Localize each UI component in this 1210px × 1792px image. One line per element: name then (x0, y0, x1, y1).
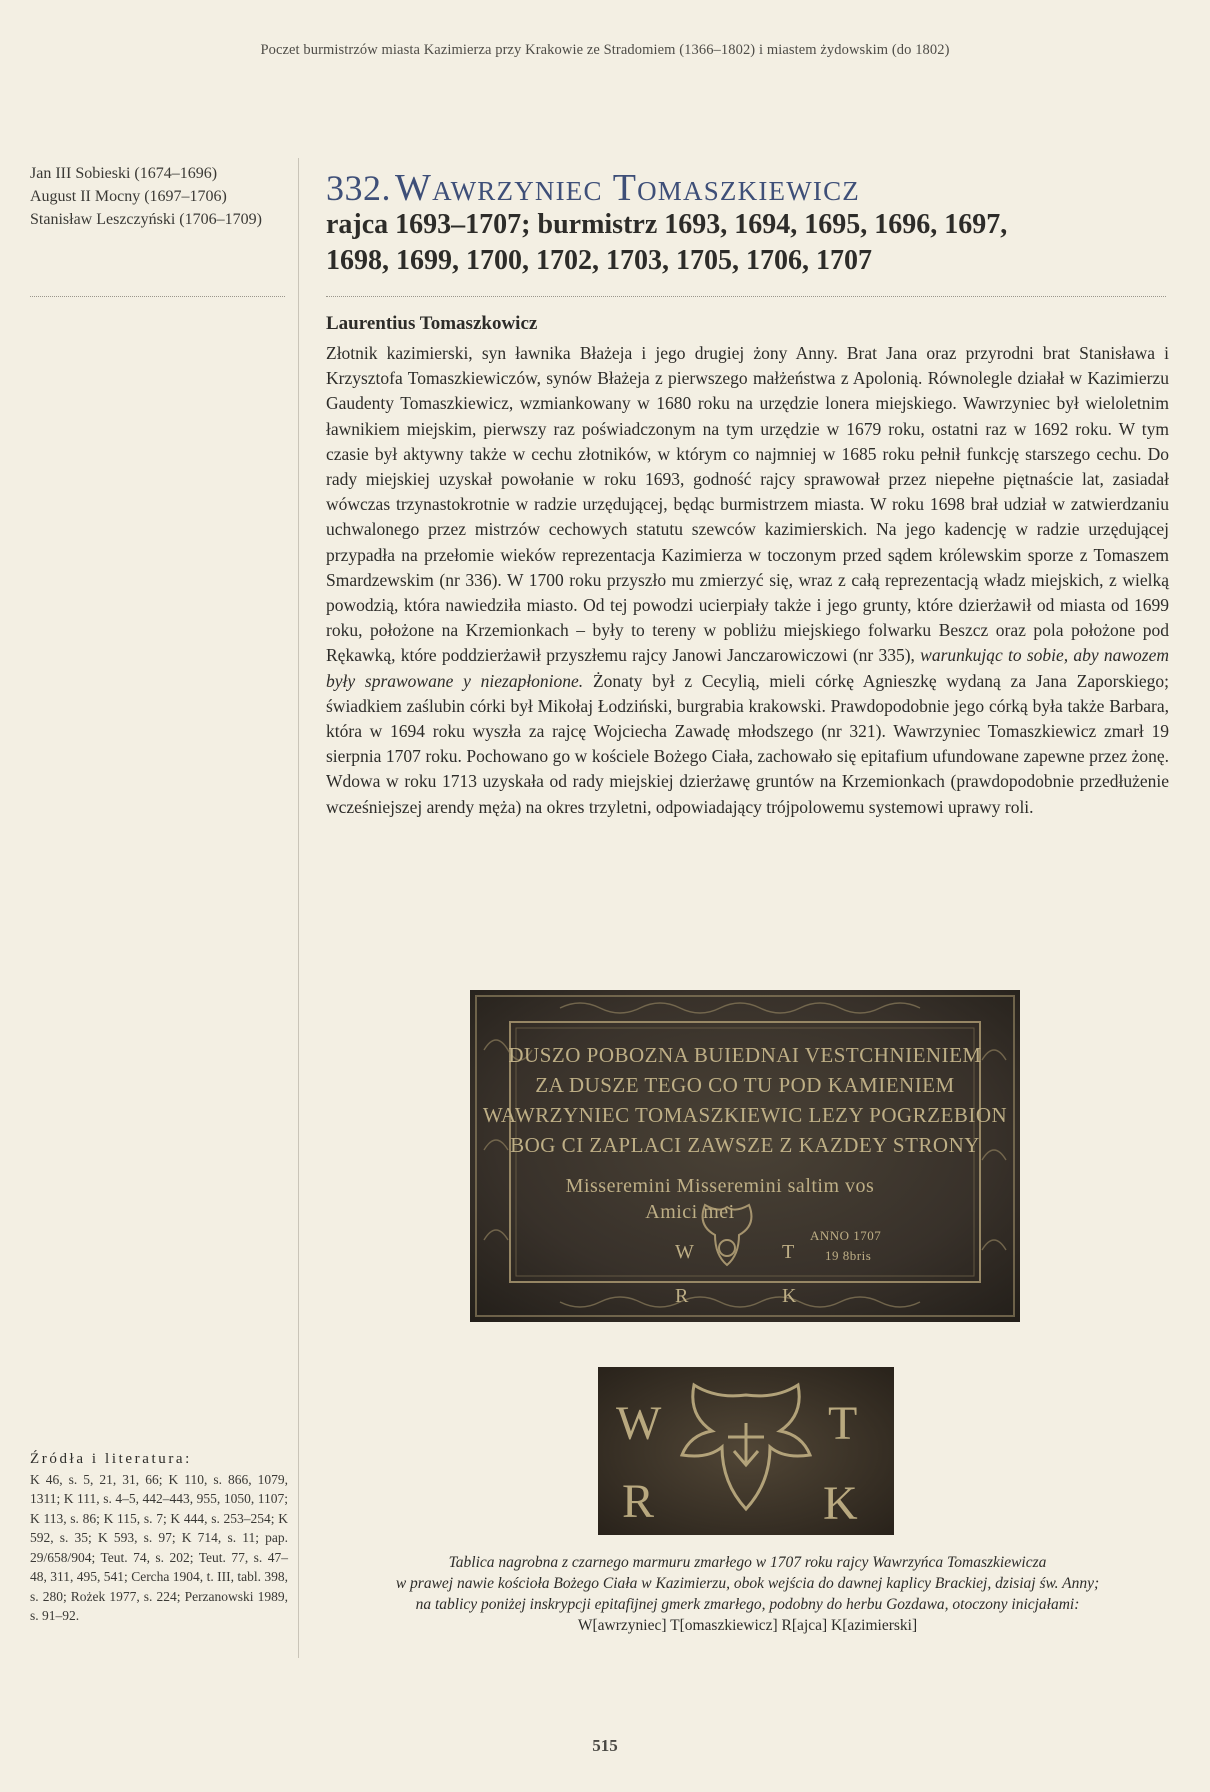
reign-item: Jan III Sobieski (1674–1696) (30, 165, 218, 182)
plaque-line: DUSZO POBOZNA BUIEDNAI VESTCHNIENIEM (508, 1043, 982, 1067)
caption-line: W[awrzyniec] T[omaszkiewicz] R[ajca] K[azimierski] (577, 1617, 918, 1634)
caption-line: w prawej nawie kościoła Bożego Ciała w Kazimierzu, obok wejścia do dawnej kaplicy Brackiej, dzisiaj św. Anny; (395, 1575, 1100, 1592)
caption-line: Tablica nagrobna z czarnego marmuru zmarłego w 1707 roku rajcy Wawrzyńca Tomaszkiewicza (448, 1554, 1047, 1571)
bio-quote: warunkując to sobie, aby nawozem były sprawowane y niezapłonione. (326, 645, 1170, 691)
plaque-line: ZA DUSZE TEGO CO TU POD KAMIENIEM (535, 1073, 955, 1097)
reign-item: Stanisław Leszczyński (1706–1709) (30, 211, 262, 228)
bio-part: Żonaty był z Cecylią, mieli córkę Agnieszkę wydaną za Jana Zaporskiego; świadkiem zaślubin córki był Mikołaj Łodziński, burgrabia krakowski. Prawdopodobnie jego córką była także Barbara, która w 1694 roku wyszła za rajcę Wojciecha Zawadę młodszego (nr 321). Wawrzyniec Tomaszkiewicz zmarł 19 sierpnia 1707 roku. Pochowano go w kościele Bożego Ciała, zachowało się epitafium ufundowane zapewne przez żonę. Wdowa w roku 1713 uzyskała od rady miejskiej dzierżawę gruntów na Krzemionkach (prawdopodobnie przedłużenie wcześniejszej arendy męża) na okres trzyletni, odpowiadający trójpolowemu systemowi uprawy roli. (326, 670, 1170, 817)
plaque-initial: W (675, 1241, 695, 1263)
plaque-initial: T (782, 1241, 795, 1263)
sources-block (30, 1450, 288, 1626)
detail-initial: T (828, 1397, 858, 1450)
figure-caption (326, 1552, 1169, 1636)
caption-line: na tablicy poniżej inskrypcji epitafijnej gmerk zmarłego, podobny do herbu Gozdawa, otoczony inicjałami: (415, 1596, 1080, 1613)
reign-item: August II Mocny (1697–1706) (30, 188, 227, 205)
bio-part: Złotnik kazimierski, syn ławnika Błażeja i jego drugiej żony Anny. Brat Jana oraz przyrodni brat Stanisława i Krzysztofa Tomaszkiewiczów, synów Błażeja z pierwszego małżeństwa z Apolonią. Równolegle działał w Kazimierzu Gaudenty Tomaszkiewicz, wzmiankowany w 1680 roku na urzędzie lonera miejskiego. Wawrzyniec był wieloletnim ławnikiem miejskim, pierwszy raz poświadczonym na tym urzędzie w 1679 roku, ostatni raz w 1692 roku. W tym czasie był aktywny także w cechu złotników, w którym co najmniej w 1685 roku pełnił funkcję starszego cechu. Do rady miejskiej uzyskał powołanie w roku 1693, godność rajcy sprawował przez niepełne piętnaście lat, zasiadał wówczas trzynastokrotnie w radzie urzędującej, będąc burmistrzem miasta. W roku 1698 brał udział w zatwierdzaniu uchwalonego przez mistrzów cechowych statutu szewców kazimierskich. Na jego kadencję w radzie urzędującej przypadła na przełomie wieków reprezentacja Kazimierza w toczonym przed sądem królewskim sporze z Tomaszem Smardzewskim (nr 336). W 1700 roku przyszło mu zmierzyć się, wraz z całą reprezentacją władz miejskich, z wielką powodzią, która nawiedziła miasto. Od tej powodzi ucierpiały także i jego grunty, które dzierżawił od miasta od 1699 roku, położone na Krzemionkach – były to tereny w pobliżu miejskiego folwarku Beszcz oraz pola położone pod Rękawką, które poddzierżawił przyszłemu rajcy Janowi Janczarowiczowi (nr 335), (326, 343, 1169, 666)
sources-title: Źródła i literatura: (30, 1451, 192, 1467)
latin-name: Laurentius Tomaszkowicz (326, 313, 538, 334)
detail-initial: R (622, 1475, 655, 1528)
entry-offices (326, 207, 1186, 279)
heading-divider (326, 296, 1166, 297)
biography-text (326, 341, 1169, 820)
plaque-line: Misseremini Misseremini saltim vos (565, 1175, 875, 1197)
plaque-line: WAWRZYNIEC TOMASZKIEWIC LEZY POGRZEBION (482, 1103, 1008, 1127)
page-number: 515 (592, 1736, 618, 1755)
coat-of-arms-detail-photo (598, 1367, 894, 1535)
entry-name: Wawrzyniec Tomaszkiewicz (395, 167, 860, 209)
offices-line: 1698, 1699, 1700, 1702, 1703, 1705, 1706, 1707 (326, 245, 872, 276)
running-head: Poczet burmistrzów miasta Kazimierza przy Krakowie ze Stradomiem (1366–1802) i miastem żydowskim (do 1802) (260, 42, 950, 58)
detail-initial: W (616, 1397, 662, 1450)
plaque-line: Amici mei (645, 1201, 735, 1223)
plaque-line: 19 8bris (825, 1248, 872, 1263)
detail-initial: K (823, 1477, 858, 1530)
sources-text: K 46, s. 5, 21, 31, 66; K 110, s. 866, 1079, 1311; K 111, s. 4–5, 442–443, 955, 1050, 1107; K 113, s. 86; K 115, s. 7; K 444, s. 253–254; K 592, s. 35; K 593, s. 97; K 714, s. 11; pap. 29/658/904; Teut. 74, s. 202; Teut. 77, s. 47–48, 311, 495, 541; Cercha 1904, t. III, tabl. 398, s. 280; Rożek 1977, s. 224; Perzanowski 1989, s. 91–92. (30, 1471, 288, 1623)
entry-number: 332. (326, 168, 391, 208)
offices-line: rajca 1693–1707; burmistrz 1693, 1694, 1695, 1696, 1697, (326, 209, 1008, 240)
left-divider (30, 296, 285, 297)
tomb-plaque-photo (470, 990, 1020, 1322)
plaque-initial: K (782, 1285, 797, 1307)
entry-title (326, 166, 1186, 210)
plaque-line: BOG CI ZAPLACI ZAWSZE Z KAZDEY STRONY (510, 1133, 980, 1157)
column-divider (298, 158, 299, 1658)
plaque-line: ANNO 1707 (810, 1228, 882, 1243)
plaque-initial: R (675, 1285, 689, 1307)
reign-list (30, 162, 290, 231)
